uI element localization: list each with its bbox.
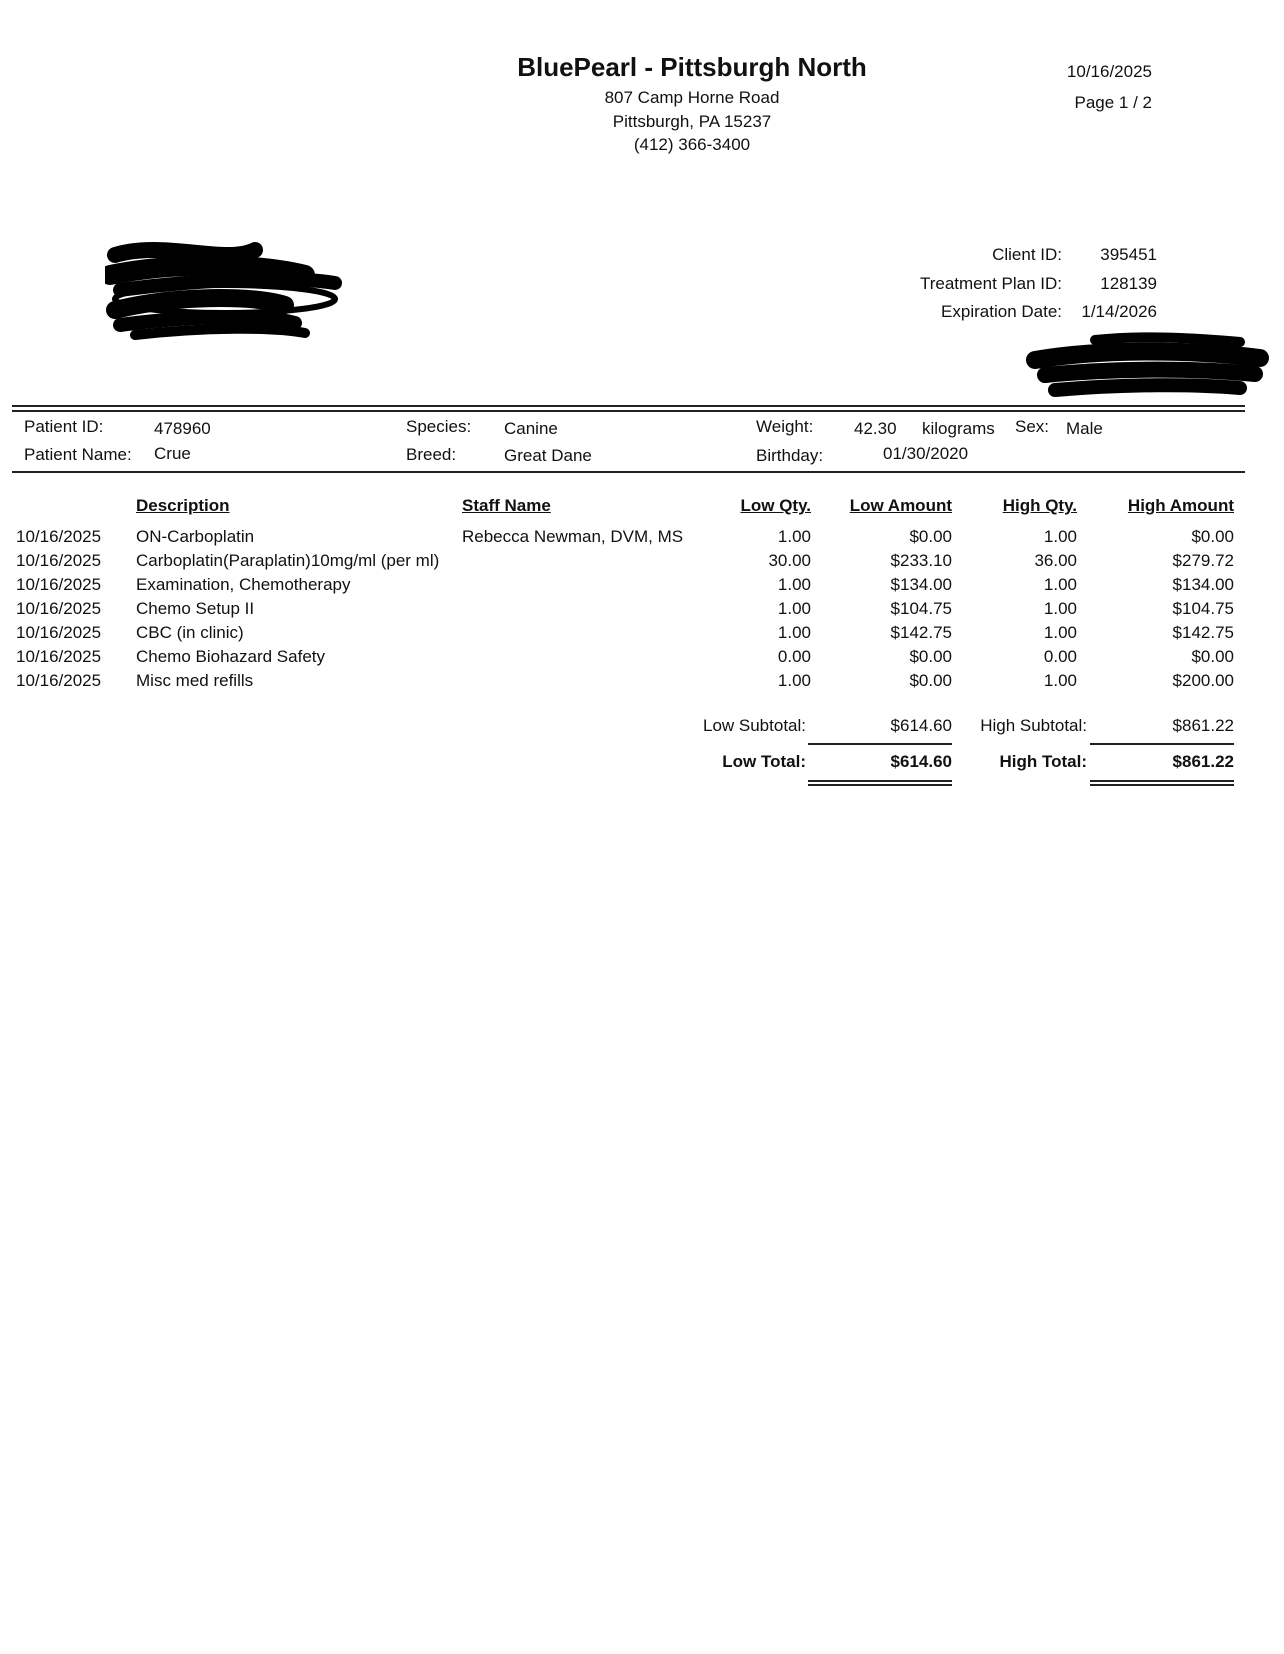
clinic-address-line2: Pittsburgh, PA 15237 xyxy=(612,112,772,131)
low-subtotal-rule xyxy=(808,743,952,745)
sex-label: Sex: xyxy=(1015,417,1050,436)
treatment-plan-id-label: Treatment Plan ID: xyxy=(919,274,1062,293)
row-low-amount: $142.75 xyxy=(890,623,952,642)
weight-label: Weight: xyxy=(756,417,814,436)
column-header-high-amount: High Amount xyxy=(1127,496,1234,515)
column-header-low-amount: Low Amount xyxy=(849,496,952,515)
row-low-qty: 1.00 xyxy=(777,575,811,594)
low-total-value: $614.60 xyxy=(890,752,952,771)
expiration-date-label: Expiration Date: xyxy=(941,302,1062,321)
row-high-amount: $0.00 xyxy=(1191,527,1234,546)
patient-id-value: 478960 xyxy=(154,419,211,438)
row-high-amount: $142.75 xyxy=(1172,623,1234,642)
row-description: Examination, Chemotherapy xyxy=(136,575,351,594)
patient-section-top-rule-2 xyxy=(12,410,1245,412)
column-header-high-qty: High Qty. xyxy=(1002,496,1077,515)
low-subtotal-label: Low Subtotal: xyxy=(702,716,806,735)
breed-value: Great Dane xyxy=(504,446,592,465)
patient-name-label: Patient Name: xyxy=(24,445,132,464)
page-number: Page 1 / 2 xyxy=(1074,93,1152,112)
high-total-double-rule-2 xyxy=(1090,784,1234,786)
row-description: Carboplatin(Paraplatin)10mg/ml (per ml) xyxy=(136,551,440,570)
row-high-qty: 36.00 xyxy=(1034,551,1077,570)
high-total-label: High Total: xyxy=(999,752,1087,771)
column-header-description: Description xyxy=(136,496,230,515)
sex-value: Male xyxy=(1066,419,1103,438)
row-high-qty: 1.00 xyxy=(1043,575,1077,594)
row-description: Chemo Biohazard Safety xyxy=(136,647,325,666)
low-subtotal-value: $614.60 xyxy=(890,716,952,735)
document-date: 10/16/2025 xyxy=(1066,62,1152,81)
low-total-label: Low Total: xyxy=(722,752,806,771)
low-total-double-rule-2 xyxy=(808,784,952,786)
row-high-amount: $279.72 xyxy=(1172,551,1234,570)
row-low-amount: $233.10 xyxy=(890,551,952,570)
row-high-amount: $134.00 xyxy=(1172,575,1234,594)
row-date: 10/16/2025 xyxy=(16,671,102,690)
species-label: Species: xyxy=(406,417,472,436)
row-date: 10/16/2025 xyxy=(16,599,102,618)
redaction-mark-address xyxy=(105,235,355,345)
row-low-amount: $0.00 xyxy=(909,647,952,666)
row-high-qty: 1.00 xyxy=(1043,599,1077,618)
row-low-amount: $0.00 xyxy=(909,527,952,546)
row-description: CBC (in clinic) xyxy=(136,623,244,642)
row-low-amount: $104.75 xyxy=(890,599,952,618)
row-high-qty: 0.00 xyxy=(1043,647,1077,666)
clinic-address-line1: 807 Camp Horne Road xyxy=(604,88,780,107)
column-header-low-qty: Low Qty. xyxy=(740,496,811,515)
row-date: 10/16/2025 xyxy=(16,527,102,546)
weight-unit: kilograms xyxy=(922,419,995,438)
row-low-qty: 30.00 xyxy=(768,551,811,570)
clinic-name: BluePearl - Pittsburgh North xyxy=(517,52,867,82)
row-staff-name: Rebecca Newman, DVM, MS xyxy=(462,527,684,546)
client-id-label: Client ID: xyxy=(992,245,1062,264)
patient-name-value: Crue xyxy=(154,444,191,463)
row-high-amount: $200.00 xyxy=(1172,671,1234,690)
species-value: Canine xyxy=(504,419,558,438)
patient-section-top-rule-1 xyxy=(12,405,1245,407)
high-subtotal-value: $861.22 xyxy=(1172,716,1234,735)
row-date: 10/16/2025 xyxy=(16,551,102,570)
row-low-amount: $0.00 xyxy=(909,671,952,690)
high-subtotal-rule xyxy=(1090,743,1234,745)
high-total-value: $861.22 xyxy=(1172,752,1234,771)
redaction-mark-right xyxy=(1025,330,1270,405)
row-high-qty: 1.00 xyxy=(1043,623,1077,642)
patient-section-bottom-rule xyxy=(12,471,1245,473)
row-date: 10/16/2025 xyxy=(16,575,102,594)
row-high-amount: $0.00 xyxy=(1191,647,1234,666)
high-subtotal-label: High Subtotal: xyxy=(980,716,1087,735)
client-id-value: 395451 xyxy=(1100,245,1157,264)
column-header-staff-name: Staff Name xyxy=(462,496,551,515)
low-total-double-rule-1 xyxy=(808,780,952,782)
high-total-double-rule-1 xyxy=(1090,780,1234,782)
row-date: 10/16/2025 xyxy=(16,623,102,642)
row-high-qty: 1.00 xyxy=(1043,527,1077,546)
patient-id-label: Patient ID: xyxy=(24,417,104,436)
row-low-qty: 0.00 xyxy=(777,647,811,666)
clinic-phone: (412) 366-3400 xyxy=(633,135,751,154)
weight-value: 42.30 xyxy=(854,419,897,438)
breed-label: Breed: xyxy=(406,445,457,464)
row-description: Chemo Setup II xyxy=(136,599,255,618)
row-date: 10/16/2025 xyxy=(16,647,102,666)
row-low-amount: $134.00 xyxy=(890,575,952,594)
row-low-qty: 1.00 xyxy=(777,623,811,642)
row-description: Misc med refills xyxy=(136,671,254,690)
birthday-label: Birthday: xyxy=(756,446,824,465)
expiration-date-value: 1/14/2026 xyxy=(1081,302,1157,321)
treatment-plan-id-value: 128139 xyxy=(1100,274,1157,293)
row-low-qty: 1.00 xyxy=(777,599,811,618)
birthday-value: 01/30/2020 xyxy=(883,444,969,463)
row-description: ON-Carboplatin xyxy=(136,527,255,546)
row-low-qty: 1.00 xyxy=(777,527,811,546)
row-high-qty: 1.00 xyxy=(1043,671,1077,690)
row-low-qty: 1.00 xyxy=(777,671,811,690)
row-high-amount: $104.75 xyxy=(1172,599,1234,618)
